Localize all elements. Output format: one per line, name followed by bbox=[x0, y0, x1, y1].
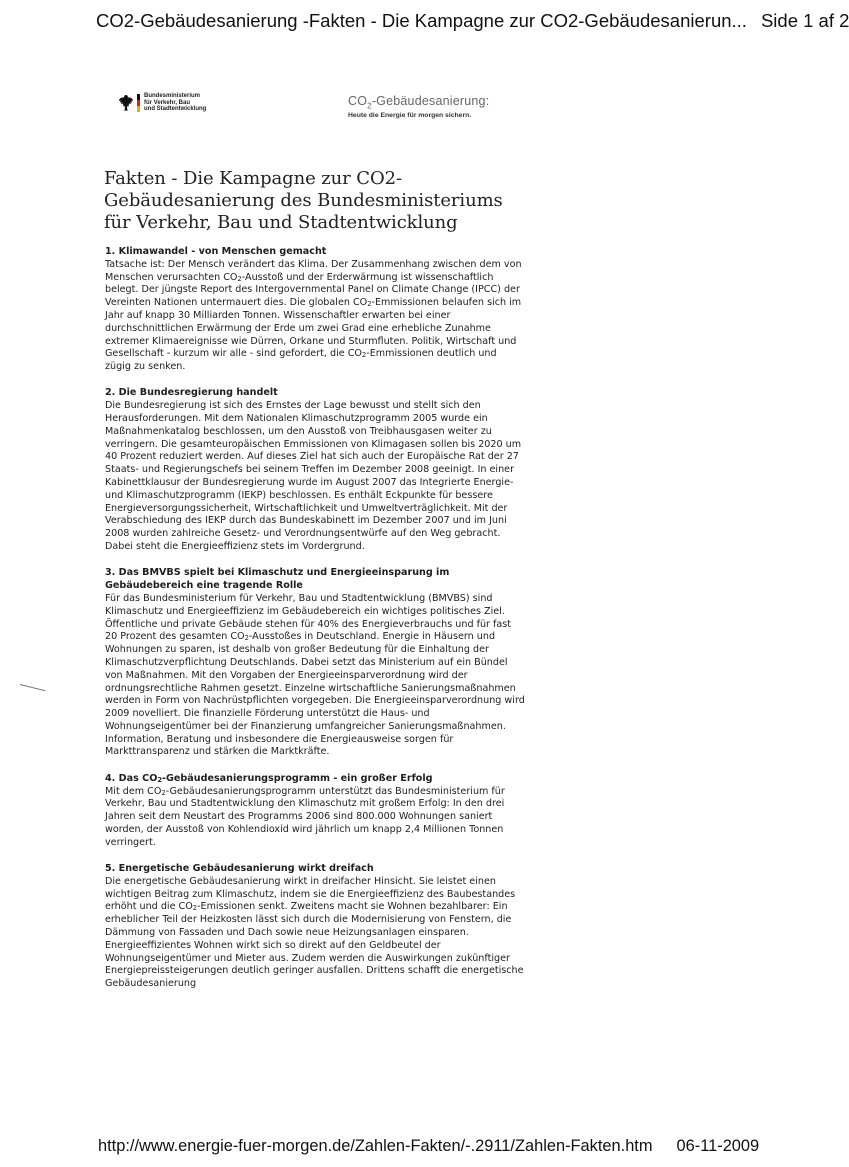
ministry-name-line-2: für Verkehr, Bau bbox=[144, 99, 191, 106]
section-2 bbox=[105, 387, 525, 553]
print-header bbox=[96, 10, 849, 32]
section-3 bbox=[105, 567, 525, 759]
print-footer bbox=[98, 1137, 798, 1156]
section-3-text: Für das Bundesministerium für Verkehr, Bau und Stadtentwicklung (BMVBS) sind Klimaschutz und Energieeffizienz im Gebäudebereich ein wichtiges politisches Ziel. Öffentliche und private Gebäude stehen für 40% des Energieverbrauchs und für fast 20 Prozent des gesamten $CO_2$-Ausstoßes in Deutschland. Energie in Häusern und Wohnungen zu sparen, ist deshalb von großer Bedeutung für die Einhaltung der Klimaschutzverpflichtung Deutschlands. Dabei setzt das Ministerium auf ein Bündel von Maßnahmen. Mit den Vorgaben der Energieeinsparverordnung wird der ordnungsrechtliche Rahmen gesetzt. Einzelne wirtschaftliche Sanierungsmaßnahmen werden in Form von Nachrüstpflichten vorgegeben. Die Energieeinsparverordnung wird 2009 novelliert. Die finanzielle Förderung unterstützt die Haus- und Wohnungseigentümer bei der Finanzierung umfangreicher Sanierungsmaßnahmen. Information, Beratung und insbesondere die Energieausweise sorgen für Markttransparenz und stärken die Marktkräfte. bbox=[105, 592, 525, 758]
campaign-title-co: CO bbox=[348, 94, 368, 108]
print-page-number: Side 1 af 2 bbox=[760, 10, 849, 31]
section-5-heading: 5. Energetische Gebäudesanierung wirkt dreifach bbox=[105, 863, 374, 875]
section-4-text: Mit dem $CO_2$-Gebäudesanierungsprogramm unterstützt das Bundesministerium für Verkehr, Bau und Stadtentwicklung den Klimaschutz mit großem Erfolg: In den drei Jahren seit dem Neustart des Programms 2006 sind 800.000 Wohnungen saniert worden, der Ausstoß von Kohlendioxid wird jährlich um knapp 2,4 Millionen Tonnen verringert. bbox=[105, 785, 505, 848]
section-1-text: Tatsache ist: Der Mensch verändert das Klima. Der Zusammenhang zwischen dem von Menschen verursachten $CO_2$-Ausstoß und der Erderwärmung ist wissenschaftlich belegt. Der jüngste Report des Intergovernmental Panel on Climate Change (IPCC) der Vereinten Nationen untermauert dies. Die globalen $CO_2$-Emmissionen belaufen sich im Jahr auf knapp 30 Milliarden Tonnen. Wissenschaftler erwarten bei einer durchschnittlichen Erwärmung der Erde um zwei Grad eine erhebliche Zunahme extremer Klimaereignisse wie Dürren, Orkane und Sturmfluten. Politik, Wirtschaft und Gesellschaft - kurzum wir alle - sind gefordert, die $CO_2$-Emmissionen deutlich und zügig zu senken. bbox=[105, 258, 522, 373]
section-2-heading: 2. Die Bundesregierung handelt bbox=[105, 387, 278, 399]
section-4 bbox=[105, 773, 525, 850]
german-flag-stripe bbox=[137, 94, 140, 112]
section-1 bbox=[105, 246, 525, 374]
ministry-name bbox=[144, 93, 206, 113]
pen-mark bbox=[20, 684, 45, 691]
article-body bbox=[105, 246, 525, 1005]
federal-eagle-icon bbox=[118, 94, 134, 112]
campaign-title bbox=[348, 94, 489, 111]
campaign-title-subscript: 2 bbox=[367, 101, 372, 111]
ministry-logo bbox=[118, 93, 206, 113]
section-5 bbox=[105, 863, 525, 991]
section-2-text: Die Bundesregierung ist sich des Ernstes der Lage bewusst und stellt sich den Herausforderungen. Mit dem Nationalen Klimaschutzprogramm 2005 wurde ein Maßnahmenkatalog beschlossen, um den Ausstoß von Treibhausgasen weiter zu verringern. Die gesamteuropäischen Emmissionen von Klimagasen sollen bis 2020 um 40 Prozent reduziert werden. Auf dieses Ziel hat sich auch der Europäische Rat der 27 Staats- und Regierungschefs bei seinem Treffen im Dezember 2008 geeinigt. In einer Kabinettklausur der Bundesregierung wurde im August 2007 das Integrierte Energie- und Klimaschutzprogramm (IEKP) beschlossen. Es enthält Eckpunkte für bessere Energieversorgungssicherheit, Wirtschaftlichkeit und Umweltverträglichkeit. Mit der Verabschiedung des IEKP durch das Bundeskabinett im Dezember 2007 und im Juni 2008 wurden zahlreiche Gesetz- und Verordnungsentwürfe auf den Weg gebracht. Dabei steht die Energieeffizienz stets im Vordergrund. bbox=[105, 400, 522, 553]
campaign-tagline: Heute die Energie für morgen sichern. bbox=[348, 111, 472, 119]
flag-gold-stripe bbox=[137, 106, 140, 112]
ministry-name-line-3: und Stadtentwicklung bbox=[144, 106, 207, 113]
ministry-name-line-1: Bundesministerium bbox=[144, 93, 201, 99]
print-date: 06-11-2009 bbox=[676, 1137, 760, 1155]
section-5-text: Die energetische Gebäudesanierung wirkt in dreifacher Hinsicht. Sie leistet einen wichtigen Beitrag zum Klimaschutz, indem sie die Energieeffizienz des Baubestandes erhöht und die $CO_2$-Emissionen senkt. Zweitens macht sie Wohnen bezahlbarer: Ein erheblicher Teil der Heizkosten lässt sich durch die Modernisierung von Fenstern, die Dämmung von Fassaden und Dach sowie neue Heizungsanlagen einsparen. Energieeffizientes Wohnen wirkt sich so direkt auf den Geldbeutel der Wohnungseigentümer und Mieter aus. Zudem werden die Auswirkungen zukünftiger Energiepreissteigerungen deutlich geringer ausfallen. Drittens schafft die energetische Gebäudesanierung bbox=[105, 875, 524, 990]
section-1-heading: 1. Klimawandel - von Menschen gemacht bbox=[105, 246, 327, 257]
page-headline: Fakten - Die Kampagne zur CO2-Gebäudesanierung des Bundesministeriums für Verkehr, Bau und Stadtentwicklung bbox=[104, 168, 503, 233]
source-url: http://www.energie-fuer-morgen.de/Zahlen-Fakten/-.2911/Zahlen-Fakten.htm bbox=[98, 1137, 653, 1155]
campaign-title-rest: -Gebäudesanierung: bbox=[371, 94, 490, 108]
print-header-title: CO2-Gebäudesanierung -Fakten - Die Kampagne zur CO2-Gebäudesanierun... bbox=[96, 10, 747, 31]
campaign-logo bbox=[348, 94, 489, 119]
section-3-heading: 3. Das BMVBS spielt bei Klimaschutz und Energieeinsparung im Gebäudebereich eine tragende Rolle bbox=[105, 567, 450, 592]
section-4-heading: 4. Das $CO_2$-Gebäudesanierungsprogramm - ein großer Erfolg bbox=[105, 772, 433, 784]
